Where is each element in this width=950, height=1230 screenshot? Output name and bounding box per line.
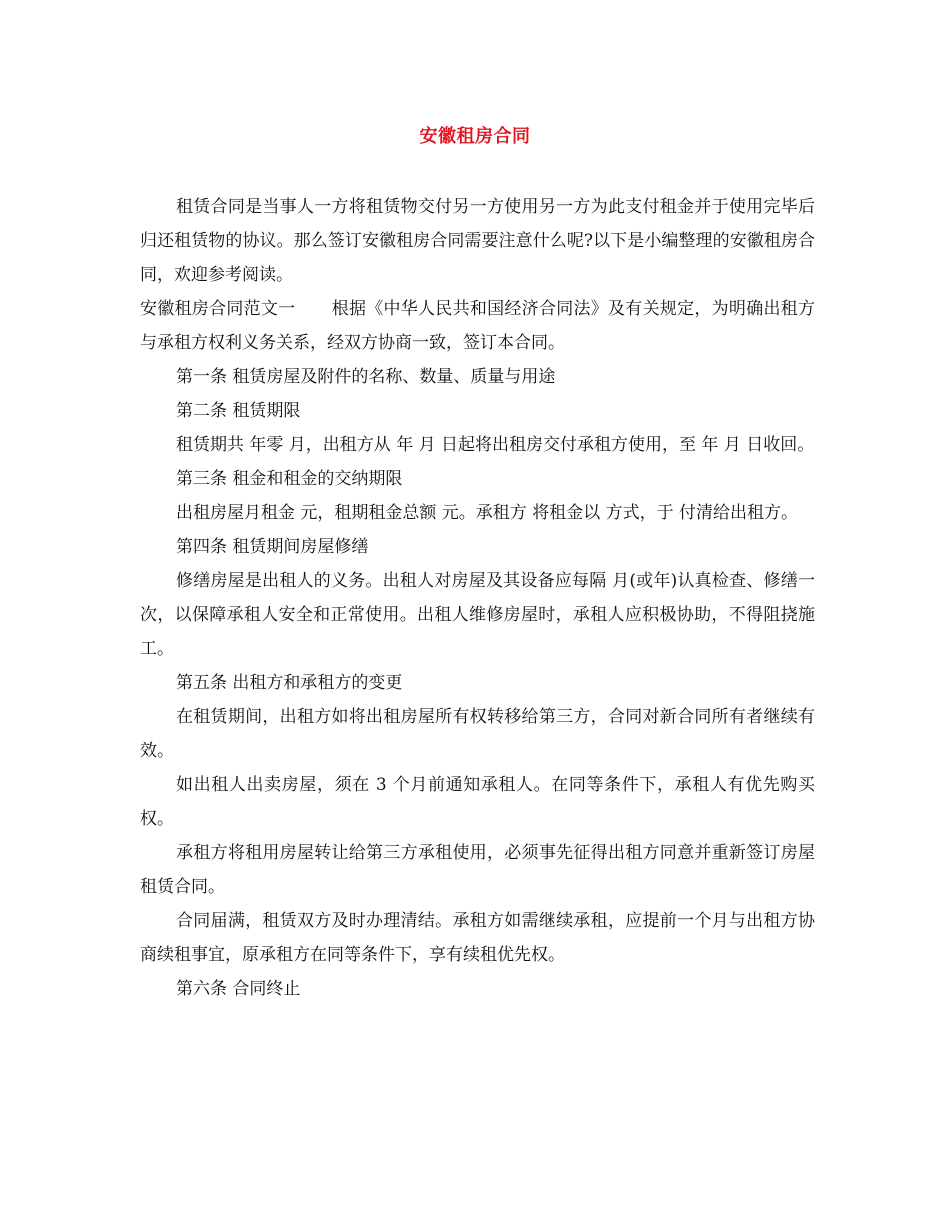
article-5-body-1: 在租赁期间，出租方如将出租房屋所有权转移给第三方，合同对新合同所有者继续有效。 bbox=[140, 707, 815, 761]
article-4-heading: 第四条 租赁期间房屋修缮 bbox=[176, 537, 369, 557]
paragraph-intro: 租赁合同是当事人一方将租赁物交付另一方使用另一方为此支付租金并于使用完毕后归还租赁物的协议。那么签订安徽租房合同需要注意什么呢?以下是小编整理的安徽租房合同，欢迎参考阅读。 bbox=[140, 197, 815, 285]
article-6-heading: 第六条 合同终止 bbox=[176, 979, 301, 999]
document-title: 安徽租房合同 bbox=[419, 126, 531, 147]
article-1-heading: 第一条 租赁房屋及附件的名称、数量、质量与用途 bbox=[176, 367, 556, 387]
article-2-body: 租赁期共 年零 月，出租方从 年 月 日起将出租房交付承租方使用，至 年 月 日收回。 bbox=[176, 435, 815, 455]
article-5-heading: 第五条 出租方和承租方的变更 bbox=[176, 673, 403, 693]
article-5-body-4: 合同届满，租赁双方及时办理清结。承租方如需继续承租，应提前一个月与出租方协商续租事宜，原承租方在同等条件下，享有续租优先权。 bbox=[140, 911, 815, 965]
paragraph-sample-one bbox=[140, 292, 815, 360]
sample-heading: 安徽租房合同范文一 bbox=[140, 299, 296, 319]
article-5-body-3: 承租方将租用房屋转让给第三方承租使用，必须事先征得出租方同意并重新签订房屋租赁合同。 bbox=[140, 843, 815, 897]
article-2-heading: 第二条 租赁期限 bbox=[176, 401, 301, 421]
article-3-body: 出租房屋月租金 元，租期租金总额 元。承租方 将租金以 方式，于 付清给出租方。 bbox=[176, 503, 799, 523]
article-4-body: 修缮房屋是出租人的义务。出租人对房屋及其设备应每隔 月(或年)认真检查、修缮一次，以保障承租人安全和正常使用。出租人维修房屋时，承租人应积极协助，不得阻挠施工。 bbox=[140, 571, 815, 659]
sample-preamble: 根据《中华人民共和国经济合同法》及有关规定，为明确出租方与承租方权利义务关系，经双方协商一致，签订本合同。 bbox=[140, 299, 816, 353]
document-body bbox=[140, 190, 815, 1006]
article-5-body-2: 如出租人出卖房屋，须在 3 个月前通知承租人。在同等条件下，承租人有优先购买权。 bbox=[140, 775, 815, 829]
article-3-heading: 第三条 租金和租金的交纳期限 bbox=[176, 469, 403, 489]
